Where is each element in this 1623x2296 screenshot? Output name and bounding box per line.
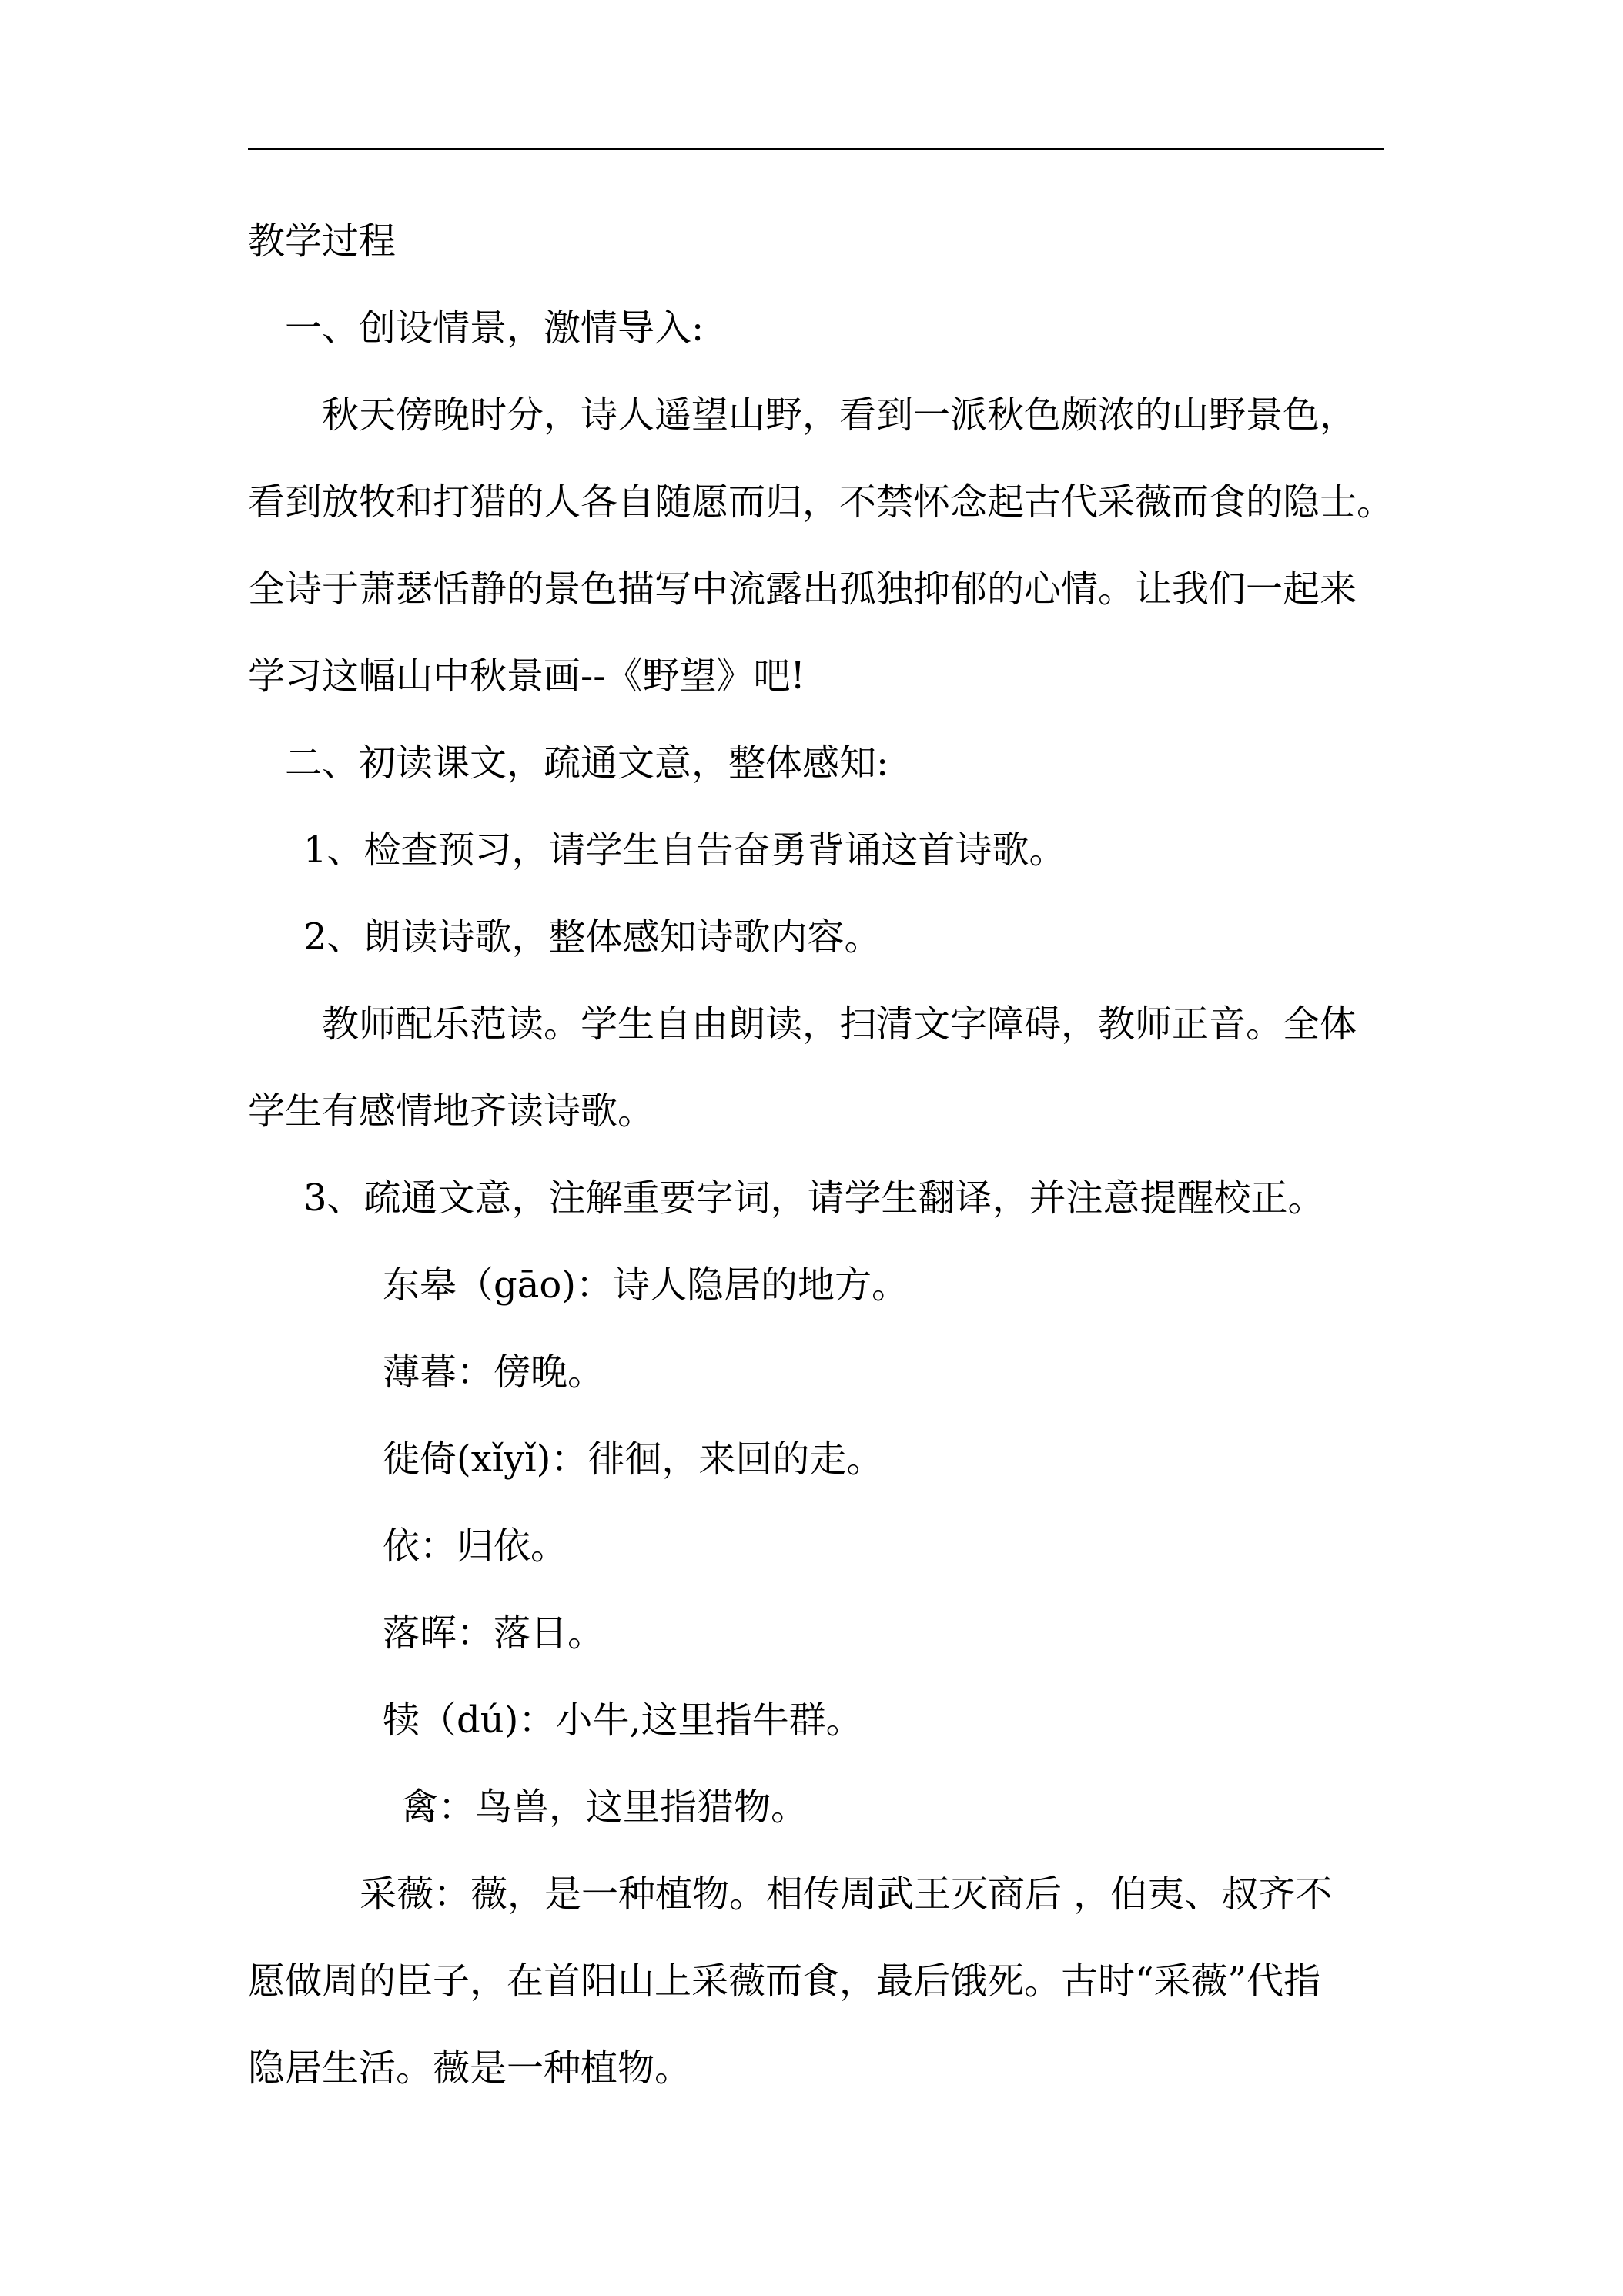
paragraph-line: 秋天傍晚时分，诗人遥望山野，看到一派秋色颇浓的山野景色， xyxy=(322,393,1357,437)
list-item: 1、检查预习，请学生自告奋勇背诵这首诗歌。 xyxy=(303,828,1066,872)
document-heading: 教学过程 xyxy=(248,219,397,263)
paragraph-line: 愿做周的臣子，在首阳山上采薇而食，最后饿死。古时“采薇”代指 xyxy=(248,1960,1321,2003)
vocabulary-entry: 落晖：落日。 xyxy=(383,1612,605,1655)
vocabulary-entry: 禽：鸟兽，这里指猎物。 xyxy=(401,1786,808,1829)
vocabulary-entry: 东皋（gāo)：诗人隐居的地方。 xyxy=(383,1263,909,1307)
paragraph-line: 采薇：薇，是一种植物。相传周武王灭商后 ，伯夷、叔齐不 xyxy=(360,1873,1333,1916)
list-item: 2、朗读诗歌，整体感知诗歌内容。 xyxy=(303,915,882,959)
paragraph-line: 隐居生活。薇是一种植物。 xyxy=(248,2047,692,2090)
paragraph-line: 学习这幅山中秋景画--《野望》吧! xyxy=(248,654,805,698)
header-rule xyxy=(248,148,1384,150)
section-1-title: 一、创设情景，激情导入: xyxy=(285,306,704,350)
paragraph-line: 看到放牧和打猎的人各自随愿而归，不禁怀念起古代采薇而食的隐士。 xyxy=(248,480,1394,524)
paragraph-line: 全诗于萧瑟恬静的景色描写中流露出孤独抑郁的心情。让我们一起来 xyxy=(248,567,1357,611)
vocabulary-entry: 犊（dú)：小牛,这里指牛群。 xyxy=(383,1699,863,1742)
paragraph-line: 教师配乐范读。学生自由朗读，扫清文字障碍，教师正音。全体 xyxy=(322,1002,1357,1046)
vocabulary-entry: 徙倚(xǐyǐ)：徘徊，来回的走。 xyxy=(383,1438,884,1481)
list-item: 3、疏通文意，注解重要字词，请学生翻译，并注意提醒校正。 xyxy=(303,1176,1325,1220)
section-2-title: 二、初读课文，疏通文意，整体感知: xyxy=(285,741,889,785)
vocabulary-entry: 依：归依。 xyxy=(383,1525,568,1568)
vocabulary-entry: 薄暮：傍晚。 xyxy=(383,1350,605,1394)
paragraph-line: 学生有感情地齐读诗歌。 xyxy=(248,1089,655,1133)
